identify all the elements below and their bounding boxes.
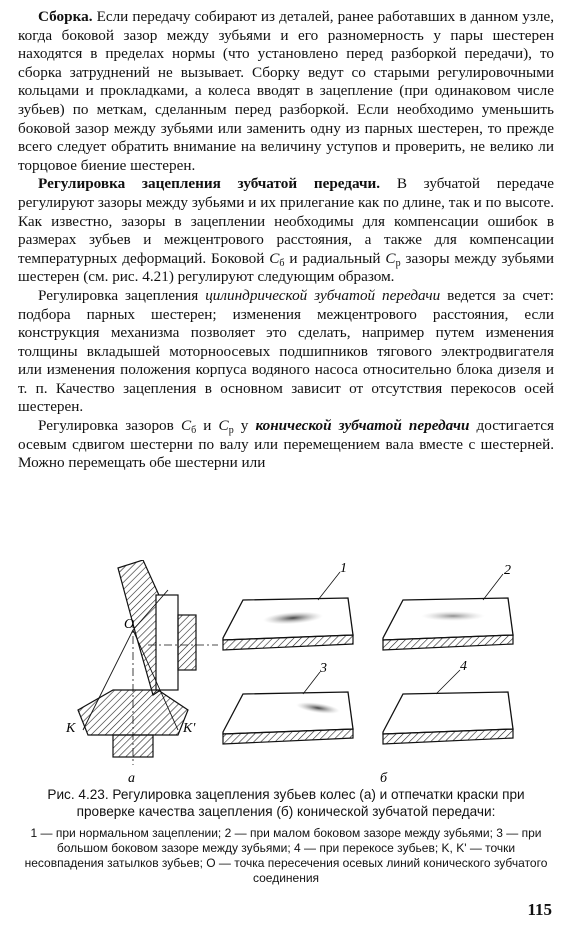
paragraph-adjustment-text-b: и радиальный [284, 249, 386, 267]
symbol-c: C [269, 249, 280, 267]
diagram-tooth-imprints [223, 561, 513, 785]
tooth-3 [223, 661, 353, 744]
label-4: 4 [460, 659, 467, 674]
heading-assembly: Сборка. [38, 8, 93, 25]
paragraph-conical [18, 417, 554, 473]
label-1: 1 [340, 561, 347, 576]
symbol-c: C [180, 417, 192, 435]
figure-caption: Рис. 4.23. Регулировка зацепления зубьев колес (а) и отпечатки краски при проверке качества зацепления (б) конической зубчатой передачи: [47, 787, 525, 819]
figure-legend: 1 — при нормальном зацеплении; 2 — при малом боковом зазоре между зубьями; 3 — при большом боковом зазоре между зубьями; 4 — при перекосе зубьев; K, K' — точки несовпадения затылков зубьев; O — точка пересечения осевых линий конического зубчатого соединения [24, 826, 548, 885]
label-K-prime: K' [183, 721, 196, 736]
term-conical: конической зубчатой передачи [255, 417, 470, 435]
tooth-4 [383, 659, 513, 744]
tooth-1 [223, 561, 353, 650]
label-a: а [128, 771, 135, 785]
paragraph-assembly [18, 8, 554, 175]
paragraph-conical-text-a: Регулировка зазоров [38, 417, 181, 435]
figure-4-23 [18, 560, 554, 785]
page-body [18, 8, 554, 473]
upper-gear-hub [156, 595, 178, 690]
paragraph-cylindrical-text-b: ведется за счет: подбора парных шестерен; изменения межцентрового расстояния, если конструкция механизма позволяет это сделать, например путем изменения толщины вкладышей моторноосевых подшипников тягового электродвигателя или изменения положения корпуса водяного насоса относительно блока дизеля и т. п. Качество зацепления в основном зависит от отсутствия перекосов осей шестерен. [18, 286, 554, 416]
tooth-2 [383, 563, 513, 650]
paragraph-adjustment-text-a: В зубчатой передаче регулируют зазоры между зубьями и их прилегание как по длине, так и по высоте. Как известно, зазоры в зацеплении необходимы для компенсации ошибок в размерах зубьев и межцентрового расстояния, а также для компенсации температурных деформаций. Боковой [18, 175, 554, 267]
label-2: 2 [504, 563, 511, 578]
term-cylindrical: цилиндрической зубчатой передачи [205, 286, 441, 304]
page-number: 115 [527, 900, 552, 919]
paragraph-conical-text-b: и [196, 417, 219, 435]
paragraph-conical-text-c: у [233, 417, 256, 435]
label-K: K [66, 721, 76, 736]
label-O: O [124, 617, 135, 632]
heading-adjustment: Регулировка зацепления зубчатой передачи. [38, 175, 381, 193]
symbol-c: C [385, 249, 396, 267]
subscript-b: б [279, 257, 285, 269]
paragraph-adjustment [18, 175, 554, 287]
subscript-r: р [395, 257, 401, 269]
subscript-r: р [228, 425, 234, 437]
paragraph-cylindrical-text-a: Регулировка зацепления [38, 286, 206, 304]
paragraph-conical-text-d: достигается осевым сдвигом шестерни по валу или перемещением вала вместе с шестерней. Можно перемещать обе шестерни или [18, 417, 555, 472]
label-3: 3 [320, 661, 327, 676]
paragraph-adjustment-text-c: зазоры между зубьями шестерен (см. рис. 4.21) регулируют следующим образом. [18, 249, 554, 286]
symbol-c: C [218, 417, 229, 435]
diagram-conical-gears [65, 560, 218, 785]
imprint-spot-2 [421, 611, 485, 621]
paragraph-cylindrical [18, 287, 554, 417]
subscript-b: б [191, 425, 197, 437]
paragraph-assembly-text: Если передачу собирают из деталей, ранее работавших в данном узле, когда боковой зазор между зубьями и его разномерность у пары шестерен находятся в пределах нормы (что установлено перед разборкой передачи), то сборка затруднений не вызывает. Сборку ведут со старыми регулировочными кольцами и прокладками, а колеса вводят в зацепление (при одинаковом числе зубьев) по меткам, сделанным перед разборкой. Если необходимо уменьшить боковой зазор между зубьями или заменить одну из парных шестерен, то прежде всего следует обратить внимание на величину уступов и проверить, не велико ли торцовое биение шестерен. [18, 8, 554, 174]
upper-gear-shaft [178, 615, 196, 670]
label-b: б [380, 771, 388, 785]
